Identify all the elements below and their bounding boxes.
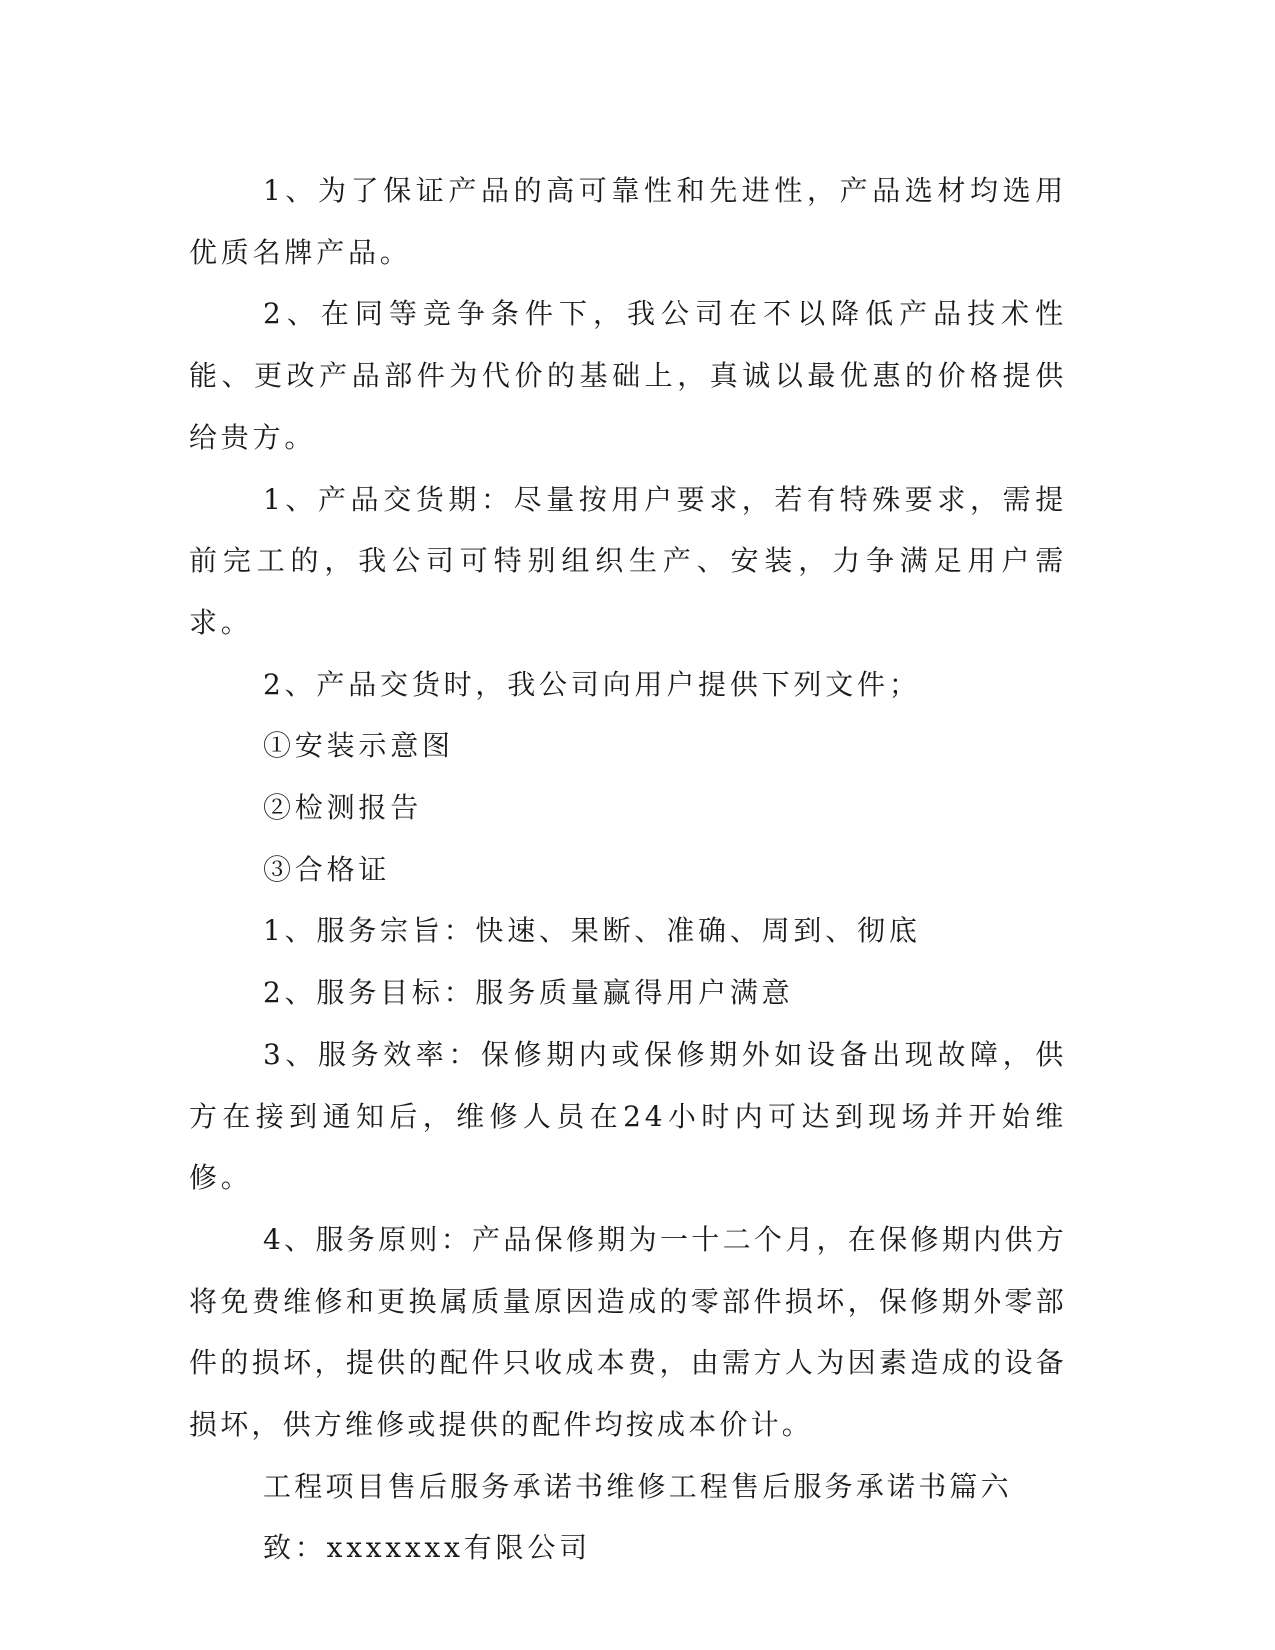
- paragraph-service-efficiency: 3、服务效率：保修期内或保修期外如设备出现故障，供方在接到通知后，维修人员在24小时内可达到现场并开始维修。: [189, 1037, 1067, 1195]
- section-heading: 工程项目售后服务承诺书维修工程售后服务承诺书篇六: [263, 1469, 1012, 1503]
- document-body: [189, 160, 1067, 1579]
- paragraph-service-purpose: 1、服务宗旨：快速、果断、准确、周到、彻底: [263, 914, 921, 948]
- list-item-inspection-report: ②检测报告: [263, 791, 423, 825]
- list-item-installation-diagram: ①安装示意图: [263, 729, 454, 763]
- addressee-line: 致：xxxxxxx有限公司: [263, 1531, 591, 1565]
- paragraph-service-goal: 2、服务目标：服务质量赢得用户满意: [263, 976, 794, 1010]
- paragraph-pricing: 2、在同等竞争条件下，我公司在不以降低产品技术性能、更改产品部件为代价的基础上，真诚以最优惠的价格提供给贵方。: [189, 297, 1067, 454]
- paragraph-product-quality: 1、为了保证产品的高可靠性和先进性，产品选材均选用优质名牌产品。: [189, 174, 1067, 269]
- paragraph-delivery-documents: 2、产品交货时，我公司向用户提供下列文件；: [263, 667, 921, 701]
- paragraph-delivery-period: 1、产品交货期：尽量按用户要求，若有特殊要求，需提前完工的，我公司可特别组织生产、安装，力争满足用户需求。: [189, 482, 1067, 639]
- list-item-certificate: ③合格证: [263, 852, 391, 886]
- paragraph-service-principle: 4、服务原则：产品保修期为一十二个月，在保修期内供方将免费维修和更换属质量原因造成的零部件损坏，保修期外零部件的损坏，提供的配件只收成本费，由需方人为因素造成的设备损坏，供方维修或提供的配件均按成本价计。: [189, 1222, 1067, 1442]
